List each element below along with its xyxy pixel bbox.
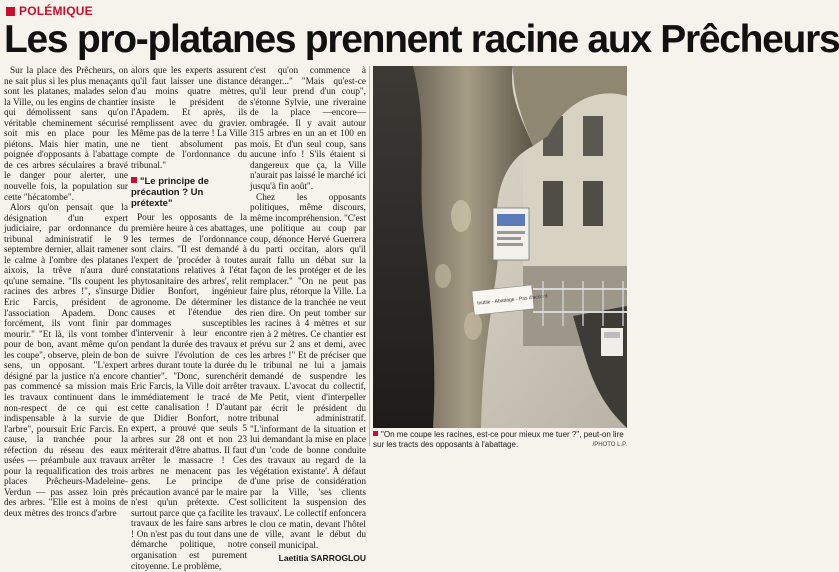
bark-patch	[435, 264, 451, 288]
paragraph: Alors qu'on pensait que la désignation d'un expert judiciaire, par ordonnance du tribunal administratif le 9 septembre dernier, allait ramener le calme à l'ombre des platanes aixois, la trêve n'aura duré qu'une semaine. "Ils coupent les racines des arbres !", s'insurge Eric Farcis, président de l'association Apadem. Donc forcément, ils vont finir par mourir." "Et là, ils vont tomber pour de bon, avant même qu'on les coupe", observe, plein de bon sens, un opposant. "L'expert désigné par la justice n'a encore pas commencé sa mission mais les travaux continuent dans le non-respect de ce qui est indispensable à la survie de l'arbre", poursuit Eric Farcis. En cause, la tranchée pour la réfection du réseau des eaux usées — préambule aux travaux pour la requalification des trois places Prêcheurs-Madeleine-Verdun — pas assez loin près des arbres. "Elle est à moins de deux mètres des troncs d'arbre	[4, 203, 128, 519]
bark-patch	[451, 200, 471, 232]
paragraph: Chez les opposants politiques, même discours, même incompréhension. "C'est une politique au coup par coup, dénonce Hervé Guerrera du parti occitan, alors qu'il aurait fallu un débat sur la façon de les protéger et de les remplacer." "On ne peut pas faire plus, rétorque la Ville. La distance de la tranchée ne veut rien dire. On peut tomber sur les racines à 4 mètres et sur rien à 2 mètres. Ce chantier est prévu sur 2 ans et demi, avec les arbres !" Et de préciser que le tribunal ne lui a jamais demandé de suspendre les travaux. L'avocat du collectif, Me Petit, vient d'interpeller par écrit le président du tribunal administratif. "L'informant de la situation et lui demandant la mise en place d'un 'code de bonne conduite des travaux au regard de la végétation existante'. À défaut d'une prise de considération par la Ville, 'ses clients sollicitent la suspension des travaux'. Le collectif enfoncera le clou ce matin, devant l'hôtel de ville, avant le début du conseil municipal.	[250, 192, 366, 551]
protest-sign	[493, 208, 529, 260]
photo-caption	[373, 430, 627, 450]
article-column-2	[131, 66, 247, 572]
subheading-text: "Le principe de précaution ? Un prétexte"	[131, 176, 209, 210]
paragraph: alors que les experts assurent qu'il faut laisser une distance d'au moins quatre mètres, insiste le président de l'Apadem. Et après, ils remplissent avec du gravier. Même pas de la terre ! La Ville ne tient absolument pas compte de l'ordonnance du tribunal."	[131, 66, 247, 171]
article-column-1	[4, 66, 128, 519]
caption-bullet	[373, 431, 378, 436]
paragraph: Pour les opposants de la première heure à ces abattages, les termes de l'ordonnance sont clairs. "Il est demandé à l'expert de 'procéder à toutes constatations relatives à l'état phytosanitaire des arbres', relit Didier Bonfort, ingénieur agronome. De déterminer les causes et l'étendue des dommages susceptibles d'intervenir à leur encontre pendant la durée des travaux et de suivre l'évolution de ces arbres durant toute la durée du chantier". "Donc, surenchérit Eric Farcis, la Ville doit arrêter immédiatement le tracé de cette canalisation ! D'autant que Didier Bonfort, notre expert, a prouvé que seuls 5 arbres sur 28 ont et non 23 mériterait d'être abattus. Il faut arrêter le massacre ! Ces arbres ne menacent pas les gens. Le principe de précaution avancé par le maire n'est qu'un prétexte. C'est surtout parce que ça facilite les travaux de les faire sans arbres ! On n'est pas du tout dans une démarche politique, notre organisation est purement citoyenne. Le problème,	[131, 213, 247, 572]
poster	[601, 328, 623, 356]
caption-text: "On me coupe les racines, est-ce pour mieux me tuer ?", peut-on lire sur les tracts des opposants à l'abattage.	[373, 430, 624, 449]
column-divider	[369, 66, 370, 446]
author-byline: Laetitia SARROGLOU	[278, 553, 366, 564]
photo-credit: /PHOTO L.P.	[592, 441, 627, 448]
article-column-3	[250, 66, 366, 564]
section-kicker	[6, 4, 93, 18]
bark-patch	[464, 312, 482, 340]
subheading	[131, 176, 247, 209]
window	[583, 116, 603, 156]
subhead-bullet	[131, 177, 137, 183]
window	[583, 181, 603, 226]
leaflet-text: Inutile - Abattage - Pas d'accord	[476, 293, 548, 307]
paragraph: c'est qu'on commence à déranger..." "Mais qu'est-ce qu'il leur prend d'un coup", s'étonne Sylvie, une riveraine de la place —encore— ombragée. Il y avait autour 315 arbres en un an et 100 en mois. Et d'un seul coup, sans aucune info ! S'ils étaient si dangereux que ça, la Ville n'aurait pas laissé le marché ici jusqu'à fin août".	[250, 66, 366, 193]
kicker-bullet	[6, 7, 15, 16]
photo-illustration	[373, 66, 627, 428]
article-headline: Les pro-platanes prennent racine aux Prêcheurs	[4, 18, 839, 61]
window	[543, 181, 563, 226]
article-photo	[373, 66, 627, 428]
paragraph: Sur la place des Prêcheurs, on ne sait plus si les plus menaçants sont les platanes, malades selon la Ville, ou les engins de chantier qui démolissent sans qu'on véritable cheminement sécurisé soit mis en place pour les piétons. Mais hier matin, une poignée d'opposants à l'abattage de ces arbres séculaires a bravé le danger pour alerter, une nouvelle fois, la population sur cette "hécatombe".	[4, 66, 128, 203]
section-label: POLÉMIQUE	[19, 4, 93, 18]
